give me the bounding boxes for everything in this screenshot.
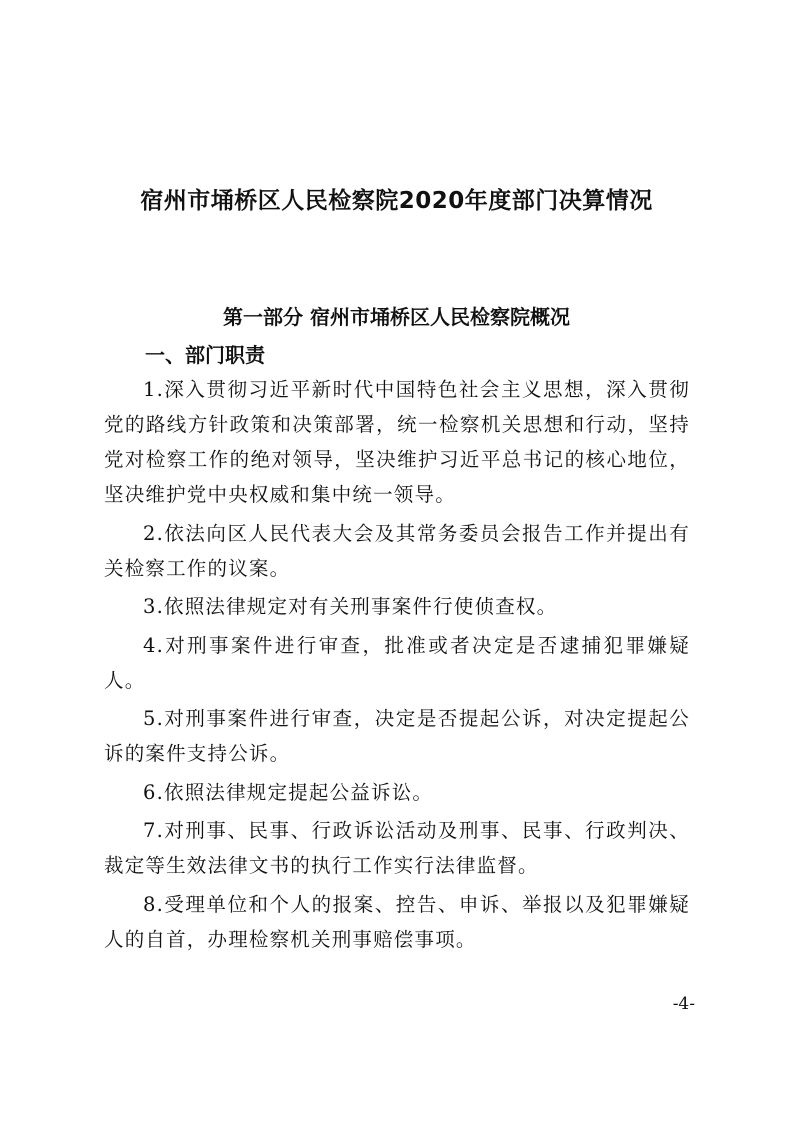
paragraph-1: 1.深入贯彻习近平新时代中国特色社会主义思想，深入贯彻党的路线方针政策和决策部署，统一检察机关思想和行动，坚持党对检察工作的绝对领导，坚决维护习近平总书记的核心地位，坚决维护党中央权威和集中统一领导。: [104, 378, 690, 506]
paragraph-7: 7.对刑事、民事、行政诉讼活动及刑事、民事、行政判决、裁定等生效法律文书的执行工作实行法律监督。: [104, 819, 690, 877]
part-heading: 第一部分 宿州市埇桥区人民检察院概况: [223, 305, 570, 329]
paragraph-8: 8.受理单位和个人的报案、控告、申诉、举报以及犯罪嫌疑人的自首，办理检察机关刑事赔偿事项。: [104, 892, 690, 951]
document-title: 宿州市埇桥区人民检察院2020年度部门决算情况: [140, 188, 653, 214]
page-number: -4-: [672, 994, 695, 1014]
paragraph-2: 2.依法向区人民代表大会及其常务委员会报告工作并提出有关检察工作的议案。: [104, 521, 690, 580]
paragraph-3: 3.依照法律规定对有关刑事案件行使侦查权。: [143, 595, 558, 618]
section-heading: 一、部门职责: [145, 343, 265, 367]
paragraph-6: 6.依照法律规定提起公益诉讼。: [143, 780, 434, 804]
document-body: [104, 372, 690, 960]
paragraph-5: 5.对刑事案件进行审查，决定是否提起公诉，对决定提起公诉的案件支持公诉。: [104, 707, 690, 765]
paragraph-4: 4.对刑事案件进行审查，批准或者决定是否逮捕犯罪嫌疑人。: [104, 633, 690, 692]
